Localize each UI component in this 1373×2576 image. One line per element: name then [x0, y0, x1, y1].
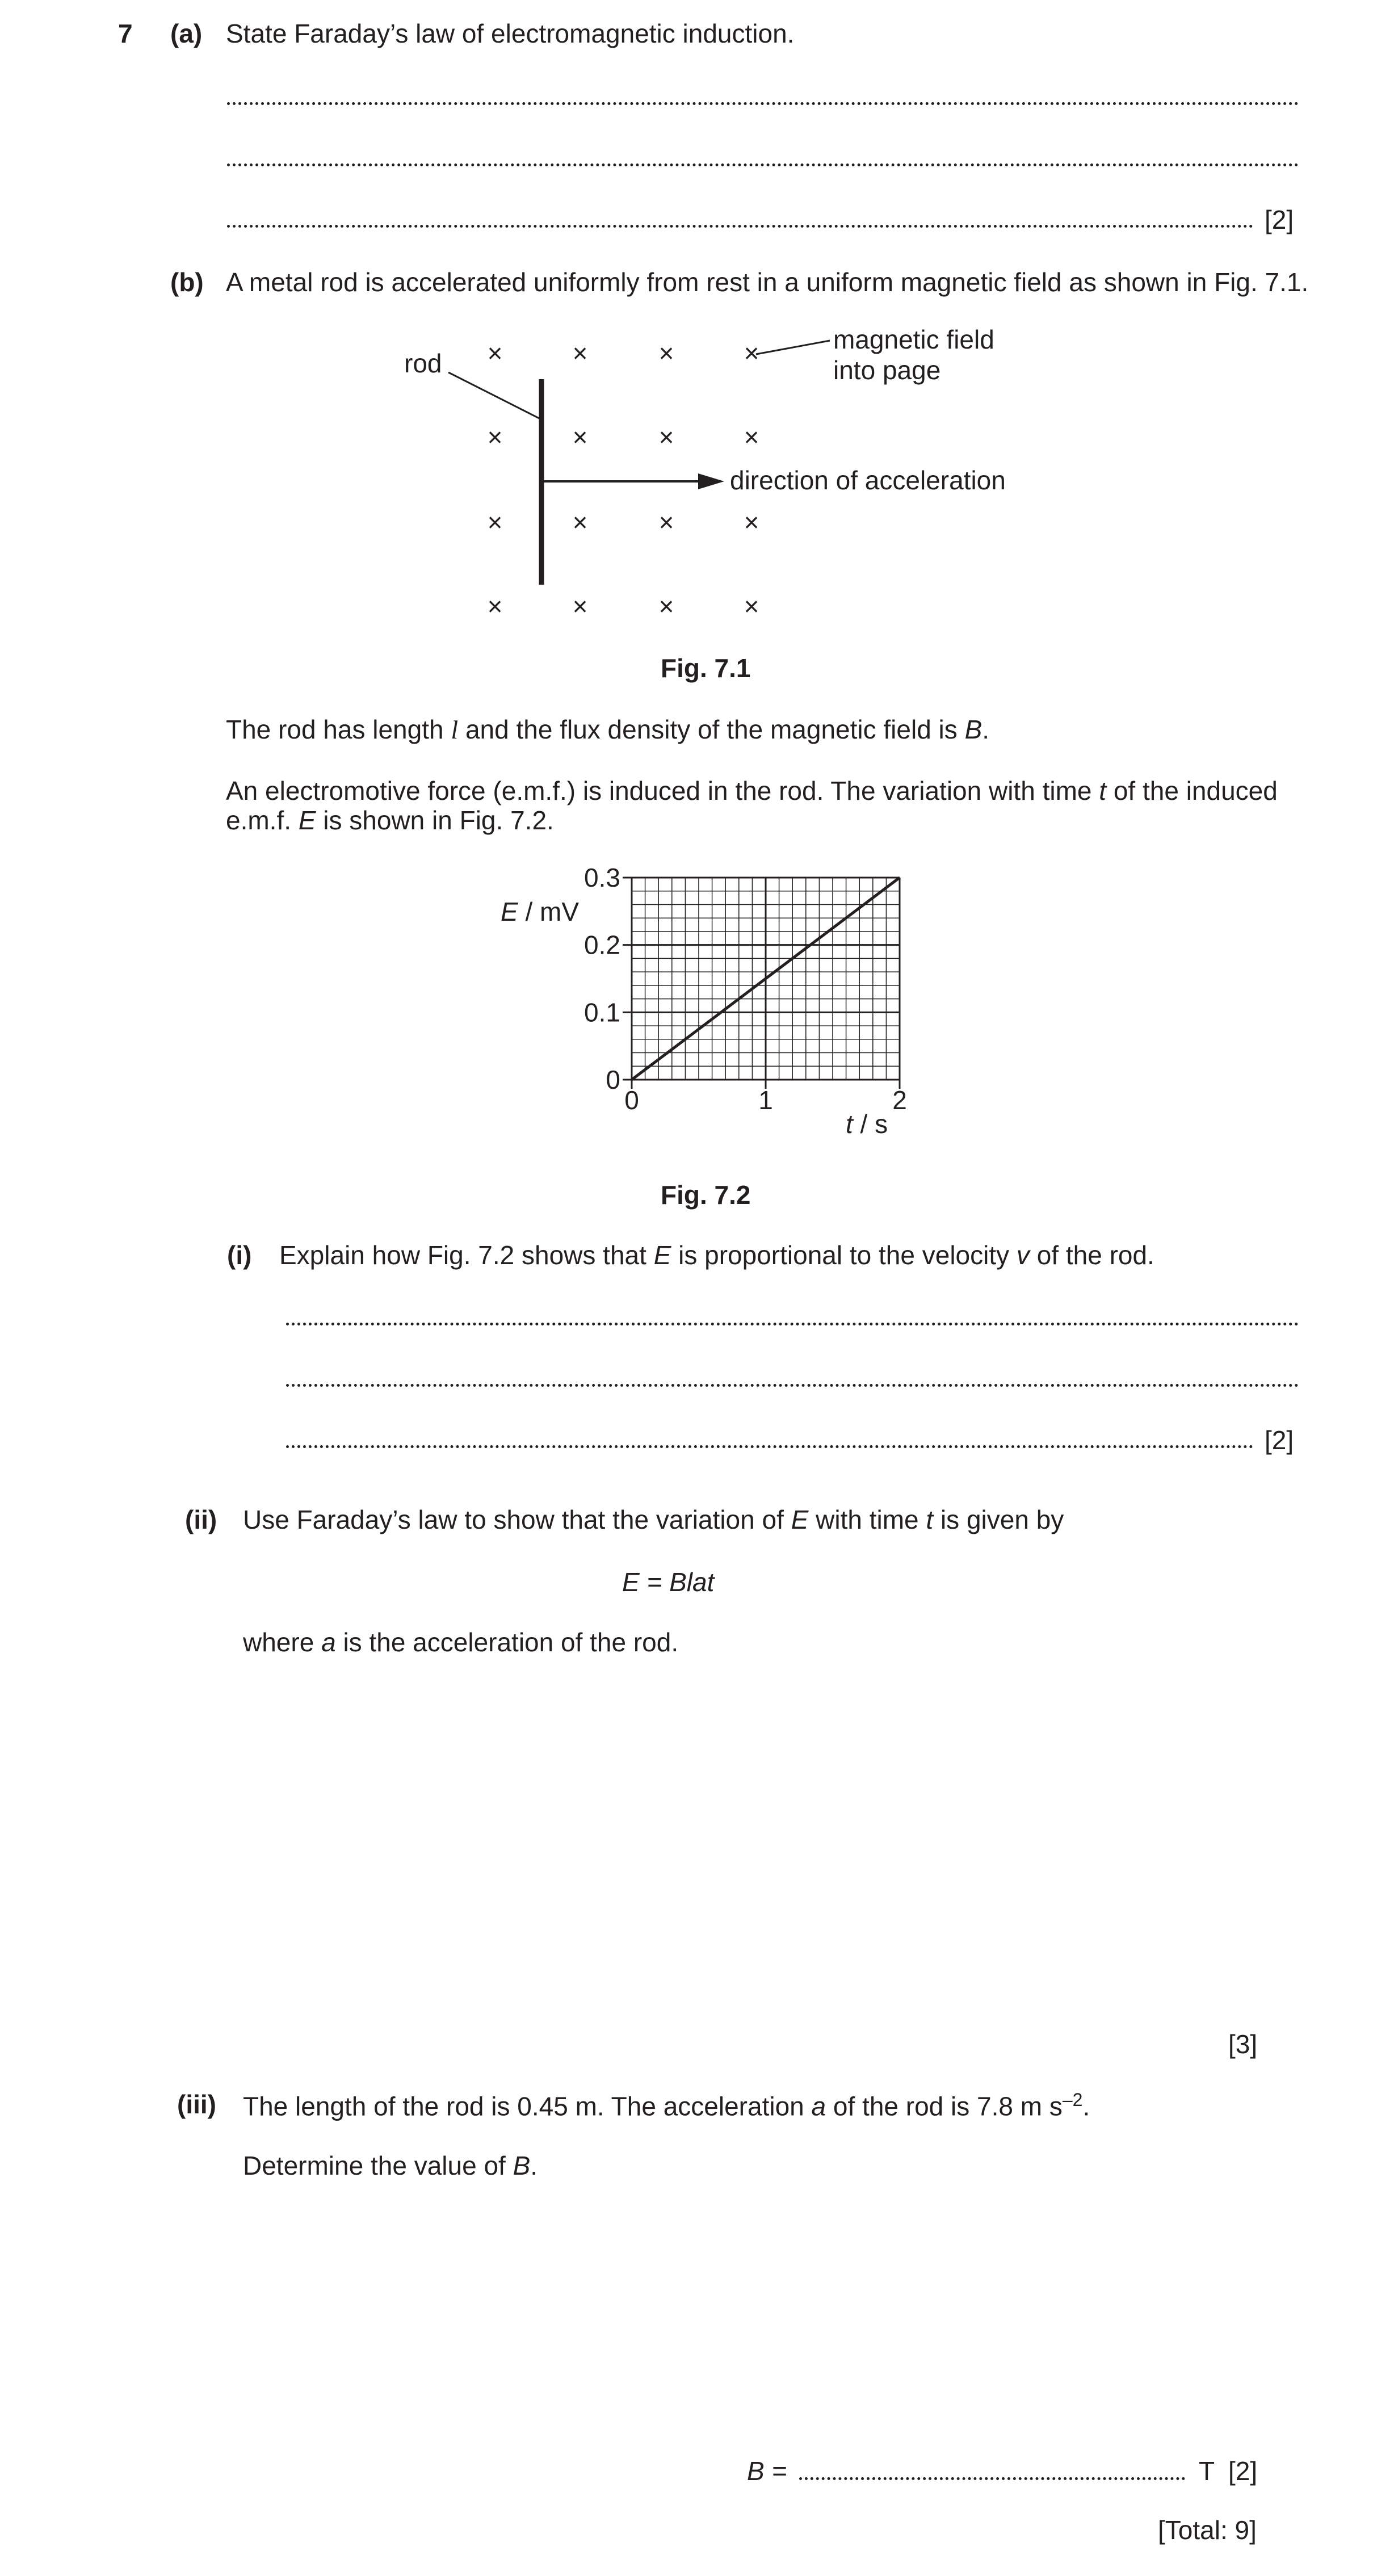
- answer-line[interactable]: [286, 1445, 1253, 1448]
- marks-a: [2]: [1265, 205, 1294, 234]
- field-cross-symbol: ×: [572, 338, 588, 368]
- part-i-label: (i): [227, 1240, 252, 1270]
- part-iii-label: (iii): [177, 2090, 216, 2119]
- y-tick-label: 0.1: [584, 997, 620, 1027]
- answer-line[interactable]: [286, 1384, 1299, 1387]
- emf-paragraph-line1: An electromotive force (e.m.f.) is induced in the rod. The variation with time t of the induced: [226, 776, 1278, 805]
- part-a-label: (a): [170, 19, 203, 48]
- y-axis-label: E / mV: [501, 897, 580, 926]
- part-iii-task: Determine the value of B.: [243, 2151, 538, 2180]
- field-cross-symbol: ×: [744, 591, 759, 621]
- y-tick-label: 0.3: [584, 863, 620, 892]
- x-axis-label: t / s: [846, 1109, 888, 1139]
- field-label-line2: into page: [833, 355, 941, 385]
- field-cross-symbol: ×: [572, 422, 588, 452]
- field-cross-symbol: ×: [744, 338, 759, 368]
- x-tick-label: 1: [758, 1085, 773, 1115]
- part-b-intro: A metal rod is accelerated uniformly from rest in a uniform magnetic field as shown in Fig. 7.1.: [226, 267, 1309, 297]
- part-iii-text: The length of the rod is 0.45 m. The acceleration a of the rod is 7.8 m $s^{-2}$.: [243, 2090, 1090, 2121]
- answer-field-b[interactable]: [799, 2477, 1185, 2480]
- emf-paragraph-line2: e.m.f. E is shown in Fig. 7.2.: [226, 805, 554, 835]
- total-marks: [Total: 9]: [1158, 2515, 1257, 2545]
- fig-7-2-caption: Fig. 7.2: [661, 1180, 751, 1210]
- rod-length-paragraph: The rod has length l and the flux density of the magnetic field is B.: [226, 715, 990, 744]
- field-cross-symbol: ×: [744, 507, 759, 537]
- rod-label: rod: [404, 349, 442, 378]
- y-tick-label: 0: [606, 1065, 620, 1094]
- part-b-label: (b): [170, 267, 204, 297]
- field-cross-symbol: ×: [658, 338, 674, 368]
- field-cross-symbol: ×: [487, 422, 503, 452]
- y-tick-label: 0.2: [584, 930, 620, 960]
- field-label-line1: magnetic field: [833, 325, 994, 354]
- marks-iii: [2]: [1228, 2456, 1258, 2486]
- answer-b-label: B =: [747, 2456, 787, 2486]
- fig-7-2-graph: [0, 0, 1373, 1192]
- fig-7-1-caption: Fig. 7.1: [661, 653, 751, 683]
- field-cross-symbol: ×: [572, 591, 588, 621]
- field-cross-symbol: ×: [487, 507, 503, 537]
- field-cross-symbol: ×: [744, 422, 759, 452]
- field-cross-symbol: ×: [658, 591, 674, 621]
- field-cross-symbol: ×: [658, 507, 674, 537]
- acceleration-label: direction of acceleration: [730, 465, 1006, 495]
- marks-ii: [3]: [1228, 2029, 1258, 2059]
- question-number: 7: [118, 19, 133, 48]
- part-i-text: Explain how Fig. 7.2 shows that E is proportional to the velocity v of the rod.: [279, 1240, 1154, 1270]
- equation: E = Blat: [622, 1567, 715, 1597]
- part-ii-label: (ii): [185, 1505, 217, 1534]
- part-ii-text: Use Faraday’s law to show that the variation of E with time t is given by: [243, 1505, 1064, 1534]
- x-tick-label: 0: [624, 1085, 639, 1115]
- field-cross-symbol: ×: [487, 591, 503, 621]
- answer-line[interactable]: [286, 1323, 1299, 1325]
- part-ii-where: where a is the acceleration of the rod.: [243, 1627, 679, 1657]
- field-cross-symbol: ×: [658, 422, 674, 452]
- x-tick-label: 2: [892, 1085, 907, 1115]
- marks-i: [2]: [1265, 1425, 1294, 1455]
- answer-unit: T: [1199, 2456, 1215, 2486]
- field-cross-symbol: ×: [572, 507, 588, 537]
- field-cross-symbol: ×: [487, 338, 503, 368]
- part-a-text: State Faraday’s law of electromagnetic induction.: [226, 19, 795, 48]
